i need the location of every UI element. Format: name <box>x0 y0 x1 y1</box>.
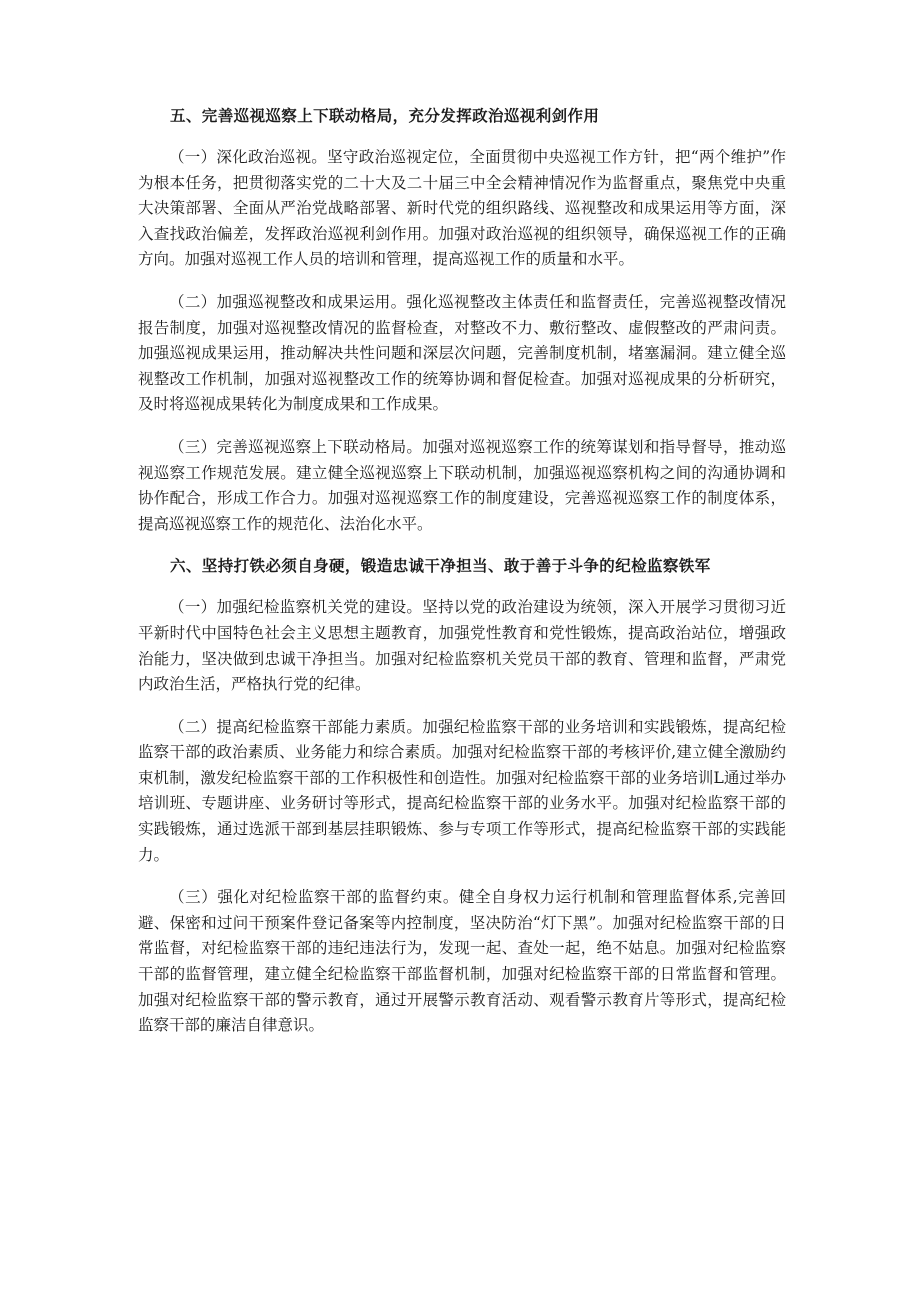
paragraph: （一）深化政治巡视。坚守政治巡视定位，全面贯彻中央巡视工作方针，把“两个维护”作为根本任务，把贯彻落实党的二十大及二十届三中全会精神情况作为监督重点，聚焦党中央重大决策部署、全面从严治党战略部署、新时代党的组织路线、巡视整改和成果运用等方面，深入查找政治偏差，发挥政治巡视利剑作用。加强对政治巡视的组织领导，确保巡视工作的正确方向。加强对巡视工作人员的培训和管理，提高巡视工作的质量和水平。 <box>138 148 786 269</box>
document-page <box>138 104 786 1056</box>
paragraph: （一）加强纪检监察机关党的建设。坚持以党的政治建设为统领，深入开展学习贯彻习近平新时代中国特色社会主义思想主题教育，加强党性教育和党性锻炼，提高政治站位，增强政治能力，坚决做到忠诚干净担当。加强对纪检监察机关党员干部的教育、管理和监督，严肃党内政治生活，严格执行党的纪律。 <box>138 598 786 694</box>
section-six <box>138 554 786 1039</box>
paragraph: （三）强化对纪检监察干部的监督约束。健全自身权力运行机制和管理监督体系,完善回避、保密和过问干预案件登记备案等内控制度，坚决防治“灯下黑”。加强对纪检监察干部的日常监督，对纪检监察干部的违纪违法行为，发现一起、查处一起，绝不姑息。加强对纪检监察干部的监督管理，建立健全纪检监察干部监督机制，加强对纪检监察干部的日常监督和管理。加强对纪检监察干部的警示教育，通过开展警示教育活动、观看警示教育片等形式，提高纪检监察干部的廉洁自律意识。 <box>138 888 786 1035</box>
section-five <box>138 104 786 537</box>
section-heading: 六、坚持打铁必须自身硬，锻造忠诚干净担当、敢于善于斗争的纪检监察铁军 <box>170 557 711 576</box>
section-heading: 五、完善巡视巡察上下联动格局，充分发挥政治巡视利剑作用 <box>170 107 600 125</box>
paragraph: （二）提高纪检监察干部能力素质。加强纪检监察干部的业务培训和实践锻炼，提高纪检监察干部的政治素质、业务能力和综合素质。加强对纪检监察干部的考核评价,建立健全激励约束机制，激发纪检监察干部的工作积极性和创造性。加强对纪检监察干部的业务培训L通过举办培训班、专题讲座、业务研讨等形式，提高纪检监察干部的业务水平。加强对纪检监察干部的实践锻炼，通过选派干部到基层挂职锻炼、参与专项工作等形式，提高纪检监察干部的实践能力。 <box>138 717 786 864</box>
paragraph: （二）加强巡视整改和成果运用。强化巡视整改主体责任和监督责任，完善巡视整改情况报告制度，加强对巡视整改情况的监督检查，对整改不力、敷衍整改、虚假整改的严肃问责。加强巡视成果运用，推动解决共性问题和深层次问题，完善制度机制，堵塞漏洞。建立健全巡视整改工作机制，加强对巡视整改工作的统筹协调和督促检查。加强对巡视成果的分析研究，及时将巡视成果转化为制度成果和工作成果。 <box>138 292 786 414</box>
paragraph: （三）完善巡视巡察上下联动格局。加强对巡视巡察工作的统筹谋划和指导督导，推动巡视巡察工作规范发展。建立健全巡视巡察上下联动机制，加强巡视巡察机构之间的沟通协调和协作配合，形成工作合力。加强对巡视巡察工作的制度建设，完善巡视巡察工作的制度体系，提高巡视巡察工作的规范化、法治化水平。 <box>138 437 786 533</box>
